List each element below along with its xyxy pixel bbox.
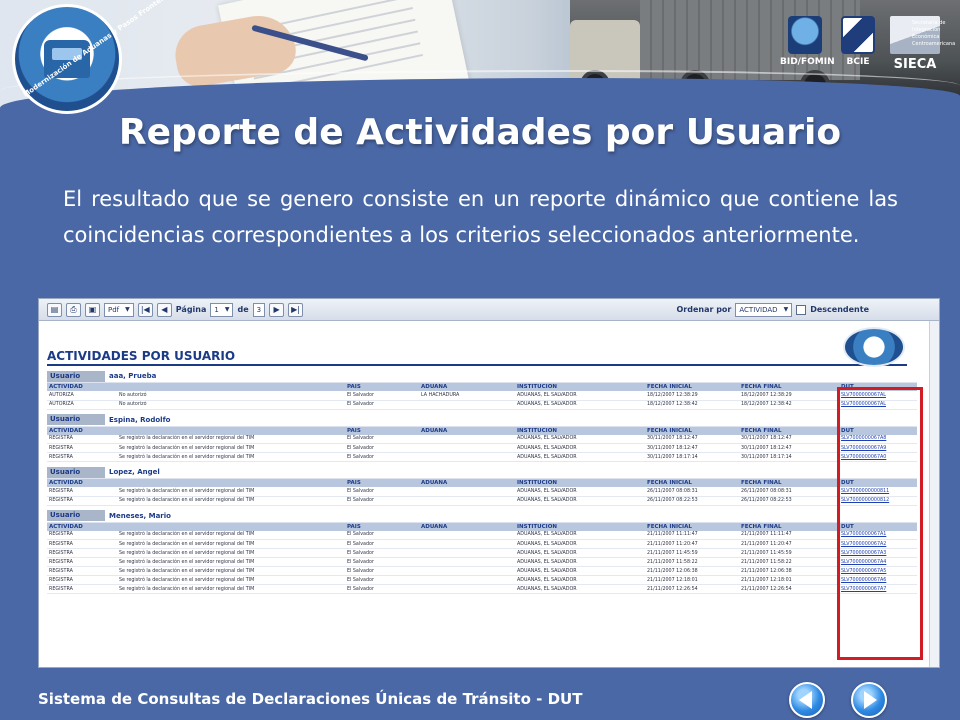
- column-header: INSTITUCION: [515, 383, 645, 392]
- column-header: ADUANA: [419, 522, 515, 531]
- table-cell: [419, 400, 515, 409]
- column-header: FECHA INICIAL: [645, 479, 739, 488]
- table-cell: El Salvador: [345, 531, 419, 540]
- column-header: ACTIVIDAD: [47, 383, 117, 392]
- table-cell: 21/11/2007 11:45:59: [739, 549, 839, 558]
- column-header: FECHA INICIAL: [645, 426, 739, 435]
- chevron-down-icon: ▼: [224, 305, 230, 313]
- bcie-map-icon: [841, 16, 875, 54]
- table-cell: 30/11/2007 18:17:14: [645, 453, 739, 462]
- table-cell: El Salvador: [345, 400, 419, 409]
- table-cell: 21/11/2007 12:06:38: [739, 567, 839, 576]
- table-cell: REGISTRA: [47, 558, 117, 567]
- column-header: FECHA FINAL: [739, 479, 839, 488]
- table-cell: ADUANAS, EL SALVADOR: [515, 496, 645, 505]
- previous-slide-button[interactable]: [789, 682, 825, 718]
- table-cell: Se registró la declaración en el servidor regional del TIM: [117, 585, 345, 594]
- table-cell: ADUANAS, EL SALVADOR: [515, 549, 645, 558]
- table-cell: 26/11/2007 08:22:53: [739, 496, 839, 505]
- table-cell: [419, 540, 515, 549]
- next-slide-icon: [864, 691, 877, 709]
- report-body: [47, 327, 925, 667]
- column-header: [117, 383, 345, 392]
- table-cell: 30/11/2007 18:12:47: [739, 435, 839, 444]
- format-value: Pdf: [108, 305, 120, 314]
- table-cell: El Salvador: [345, 496, 419, 505]
- table-cell: REGISTRA: [47, 585, 117, 594]
- column-header: FECHA FINAL: [739, 522, 839, 531]
- dut-link[interactable]: SLV7000000067AL: [839, 400, 917, 409]
- bcie-label: BCIE: [846, 57, 870, 67]
- table-cell: El Salvador: [345, 576, 419, 585]
- activity-table: [47, 426, 917, 463]
- table-cell: REGISTRA: [47, 576, 117, 585]
- column-header: ADUANA: [419, 479, 515, 488]
- table-cell: [419, 558, 515, 567]
- user-header: [47, 510, 925, 522]
- column-header: FECHA FINAL: [739, 426, 839, 435]
- globe-icon: [788, 16, 822, 54]
- column-header: [117, 522, 345, 531]
- table-cell: REGISTRA: [47, 549, 117, 558]
- dut-link[interactable]: SLV7000000067A2: [839, 540, 917, 549]
- table-cell: Se registró la declaración en el servidor regional del TIM: [117, 487, 345, 496]
- column-header: PAIS: [345, 383, 419, 392]
- table-cell: REGISTRA: [47, 567, 117, 576]
- dut-column-highlight: [837, 387, 923, 660]
- column-header: [117, 426, 345, 435]
- column-header: INSTITUCION: [515, 522, 645, 531]
- table-cell: ADUANAS, EL SALVADOR: [515, 444, 645, 453]
- table-cell: 30/11/2007 18:12:47: [645, 435, 739, 444]
- order-value: ACTIVIDAD: [739, 305, 778, 314]
- table-cell: REGISTRA: [47, 487, 117, 496]
- logo-text: Modernización de Aduanas: [21, 31, 114, 99]
- report-viewer: [38, 298, 940, 668]
- table-cell: [419, 444, 515, 453]
- table-cell: 18/12/2007 12:38:29: [645, 391, 739, 400]
- save-icon[interactable]: ▣: [85, 303, 100, 317]
- table-cell: [419, 496, 515, 505]
- table-cell: LA HACHADURA: [419, 391, 515, 400]
- table-cell: REGISTRA: [47, 435, 117, 444]
- table-cell: 18/12/2007 12:38:42: [645, 400, 739, 409]
- user-name: Espina, Rodolfo: [109, 415, 171, 424]
- table-cell: [419, 549, 515, 558]
- of-label: de: [237, 305, 249, 314]
- table-cell: REGISTRA: [47, 540, 117, 549]
- user-name: Meneses, Mario: [109, 511, 171, 520]
- table-cell: ADUANAS, EL SALVADOR: [515, 531, 645, 540]
- column-header: DUT: [839, 479, 917, 488]
- table-cell: ADUANAS, EL SALVADOR: [515, 540, 645, 549]
- table-cell: No autorizó: [117, 391, 345, 400]
- previous-page-icon[interactable]: ◀: [157, 303, 172, 317]
- table-cell: ADUANAS, EL SALVADOR: [515, 400, 645, 409]
- user-name: Lopez, Angel: [109, 468, 160, 476]
- table-cell: Se registró la declaración en el servidor regional del TIM: [117, 435, 345, 444]
- table-cell: 21/11/2007 12:06:38: [645, 567, 739, 576]
- sieca-subtitle: Secretaría de Integración Económica Centroamericana: [912, 20, 956, 47]
- table-cell: Se registró la declaración en el servidor regional del TIM: [117, 496, 345, 505]
- table-cell: 18/12/2007 12:38:42: [739, 400, 839, 409]
- column-header: FECHA FINAL: [739, 383, 839, 392]
- table-cell: Se registró la declaración en el servidor regional del TIM: [117, 558, 345, 567]
- table-cell: ADUANAS, EL SALVADOR: [515, 487, 645, 496]
- table-cell: REGISTRA: [47, 531, 117, 540]
- report-title: ACTIVIDADES POR USUARIO: [47, 349, 907, 366]
- activity-table: [47, 522, 917, 595]
- chevron-down-icon: ▼: [783, 305, 789, 313]
- column-header: FECHA INICIAL: [645, 383, 739, 392]
- table-row: [47, 391, 917, 400]
- table-cell: 21/11/2007 12:18:01: [645, 576, 739, 585]
- table-cell: 21/11/2007 11:11:47: [645, 531, 739, 540]
- dut-link[interactable]: SLV7000000067A1: [839, 531, 917, 540]
- footer-text: Sistema de Consultas de Declaraciones Únicas de Tránsito - DUT: [38, 690, 583, 708]
- table-cell: 21/11/2007 11:58:22: [739, 558, 839, 567]
- order-select[interactable]: [735, 303, 792, 317]
- table-cell: El Salvador: [345, 558, 419, 567]
- table-cell: ADUANAS, EL SALVADOR: [515, 435, 645, 444]
- dut-link[interactable]: SLV7000000067A8: [839, 435, 917, 444]
- table-cell: AUTORIZA: [47, 391, 117, 400]
- table-cell: Se registró la declaración en el servidor regional del TIM: [117, 549, 345, 558]
- column-header: ADUANA: [419, 383, 515, 392]
- previous-slide-icon: [799, 691, 812, 709]
- table-cell: 21/11/2007 12:26:54: [739, 585, 839, 594]
- page-total-field: [253, 303, 265, 317]
- table-row: [47, 549, 917, 558]
- format-select[interactable]: [104, 303, 134, 317]
- table-row: [47, 496, 917, 505]
- page-select[interactable]: [210, 303, 233, 317]
- dut-link[interactable]: SLV7000000067A4: [839, 558, 917, 567]
- page-total: 3: [256, 305, 262, 314]
- table-cell: REGISTRA: [47, 496, 117, 505]
- report-groups: [47, 370, 925, 594]
- table-cell: 26/11/2007 08:08:31: [739, 487, 839, 496]
- table-cell: 30/11/2007 18:12:47: [645, 444, 739, 453]
- column-header: INSTITUCION: [515, 426, 645, 435]
- table-cell: 21/11/2007 11:58:22: [645, 558, 739, 567]
- dut-link[interactable]: SLV7000000067A3: [839, 549, 917, 558]
- table-cell: Se registró la declaración en el servidor regional del TIM: [117, 567, 345, 576]
- page-value: 1: [214, 305, 219, 314]
- page-label: Página: [175, 305, 207, 314]
- table-cell: ADUANAS, EL SALVADOR: [515, 391, 645, 400]
- table-cell: El Salvador: [345, 487, 419, 496]
- table-cell: REGISTRA: [47, 444, 117, 453]
- column-header: PAIS: [345, 479, 419, 488]
- dut-link[interactable]: SLV7000000067AL: [839, 391, 917, 400]
- table-cell: [419, 585, 515, 594]
- table-cell: [419, 531, 515, 540]
- table-cell: 21/11/2007 11:20:47: [645, 540, 739, 549]
- slide-title: Reporte de Actividades por Usuario: [118, 112, 842, 153]
- vertical-scrollbar[interactable]: [929, 321, 939, 667]
- table-row: [47, 453, 917, 462]
- table-cell: 26/11/2007 08:22:53: [645, 496, 739, 505]
- column-header: ACTIVIDAD: [47, 522, 117, 531]
- table-cell: REGISTRA: [47, 453, 117, 462]
- user-label: Usuario: [47, 414, 105, 425]
- order-label: Ordenar por: [676, 305, 732, 314]
- table-cell: [419, 453, 515, 462]
- table-cell: ADUANAS, EL SALVADOR: [515, 558, 645, 567]
- table-cell: El Salvador: [345, 391, 419, 400]
- table-cell: El Salvador: [345, 444, 419, 453]
- column-header: PAIS: [345, 426, 419, 435]
- table-cell: [419, 576, 515, 585]
- table-cell: ADUANAS, EL SALVADOR: [515, 567, 645, 576]
- dut-link[interactable]: SLV7000000067A5: [839, 567, 917, 576]
- table-cell: El Salvador: [345, 549, 419, 558]
- table-cell: Se registró la declaración en el servidor regional del TIM: [117, 531, 345, 540]
- table-cell: El Salvador: [345, 540, 419, 549]
- sieca-label: SIECA: [893, 57, 937, 72]
- table-cell: Se registró la declaración en el servidor regional del TIM: [117, 540, 345, 549]
- table-cell: 26/11/2007 08:08:31: [645, 487, 739, 496]
- column-header: DUT: [839, 426, 917, 435]
- bid-fomin-logo: [780, 16, 835, 67]
- column-header: FECHA INICIAL: [645, 522, 739, 531]
- column-header: PAIS: [345, 522, 419, 531]
- table-cell: 21/11/2007 11:20:47: [739, 540, 839, 549]
- table-cell: El Salvador: [345, 585, 419, 594]
- report-toolbar: [39, 299, 939, 321]
- table-header-row: [47, 522, 917, 531]
- table-cell: No autorizó: [117, 400, 345, 409]
- table-row: [47, 531, 917, 540]
- table-row: [47, 487, 917, 496]
- user-header: [47, 414, 925, 426]
- activity-table: [47, 382, 917, 410]
- column-header: [117, 479, 345, 488]
- export-icon[interactable]: ▤: [47, 303, 62, 317]
- bid-fomin-label: BID/FOMIN: [780, 57, 835, 67]
- dut-link[interactable]: SLV7000000067A9: [839, 444, 917, 453]
- user-label: Usuario: [47, 510, 105, 521]
- table-cell: 18/12/2007 12:38:29: [739, 391, 839, 400]
- user-name: aaa, Prueba: [109, 372, 157, 380]
- next-page-icon[interactable]: ▶: [269, 303, 284, 317]
- column-header: DUT: [839, 383, 917, 392]
- column-header: ADUANA: [419, 426, 515, 435]
- user-header: [47, 370, 925, 382]
- table-row: [47, 540, 917, 549]
- column-header: DUT: [839, 522, 917, 531]
- dut-link[interactable]: SLV7000000067A7: [839, 585, 917, 594]
- table-header-row: [47, 383, 917, 392]
- dut-link[interactable]: SLV7000000067A0: [839, 453, 917, 462]
- table-row: [47, 567, 917, 576]
- bcie-logo: [838, 16, 878, 67]
- table-cell: AUTORIZA: [47, 400, 117, 409]
- table-cell: El Salvador: [345, 567, 419, 576]
- descending-label: Descendente: [810, 305, 869, 314]
- table-cell: ADUANAS, EL SALVADOR: [515, 585, 645, 594]
- chevron-down-icon: ▼: [125, 305, 130, 313]
- user-label: Usuario: [47, 371, 105, 382]
- column-header: ACTIVIDAD: [47, 479, 117, 488]
- dut-link[interactable]: SLV7000000067A6: [839, 576, 917, 585]
- table-header-row: [47, 426, 917, 435]
- column-header: INSTITUCION: [515, 479, 645, 488]
- print-icon[interactable]: ⎙: [66, 303, 81, 317]
- table-cell: El Salvador: [345, 453, 419, 462]
- table-cell: 21/11/2007 12:18:01: [739, 576, 839, 585]
- last-page-icon[interactable]: ▶|: [288, 303, 303, 317]
- table-cell: ADUANAS, EL SALVADOR: [515, 453, 645, 462]
- table-cell: [419, 487, 515, 496]
- slide-description: El resultado que se genero consiste en un reporte dinámico que contiene las coincidencias correspondientes a los criterios seleccionados anteriormente.: [63, 187, 898, 247]
- table-header-row: [47, 479, 917, 488]
- table-row: [47, 435, 917, 444]
- table-cell: 30/11/2007 18:17:14: [739, 453, 839, 462]
- table-cell: ADUANAS, EL SALVADOR: [515, 576, 645, 585]
- table-row: [47, 400, 917, 409]
- table-cell: 21/11/2007 11:11:47: [739, 531, 839, 540]
- column-header: ACTIVIDAD: [47, 426, 117, 435]
- table-cell: 21/11/2007 12:26:54: [645, 585, 739, 594]
- descending-checkbox[interactable]: [796, 305, 806, 315]
- table-cell: 21/11/2007 11:45:59: [645, 549, 739, 558]
- table-cell: Se registró la declaración en el servidor regional del TIM: [117, 576, 345, 585]
- dut-link[interactable]: SLV7000000000811: [839, 487, 917, 496]
- report-logo: [843, 327, 905, 367]
- table-row: [47, 585, 917, 594]
- first-page-icon[interactable]: |◀: [138, 303, 153, 317]
- table-cell: [419, 567, 515, 576]
- user-label: Usuario: [47, 467, 105, 478]
- table-cell: [419, 435, 515, 444]
- table-row: [47, 558, 917, 567]
- table-cell: Se registró la declaración en el servidor regional del TIM: [117, 453, 345, 462]
- table-row: [47, 444, 917, 453]
- next-slide-button[interactable]: [851, 682, 887, 718]
- user-header: [47, 466, 925, 478]
- table-row: [47, 576, 917, 585]
- table-cell: Se registró la declaración en el servidor regional del TIM: [117, 444, 345, 453]
- dut-link[interactable]: SLV7000000000812: [839, 496, 917, 505]
- table-cell: El Salvador: [345, 435, 419, 444]
- table-cell: 30/11/2007 18:12:47: [739, 444, 839, 453]
- activity-table: [47, 478, 917, 506]
